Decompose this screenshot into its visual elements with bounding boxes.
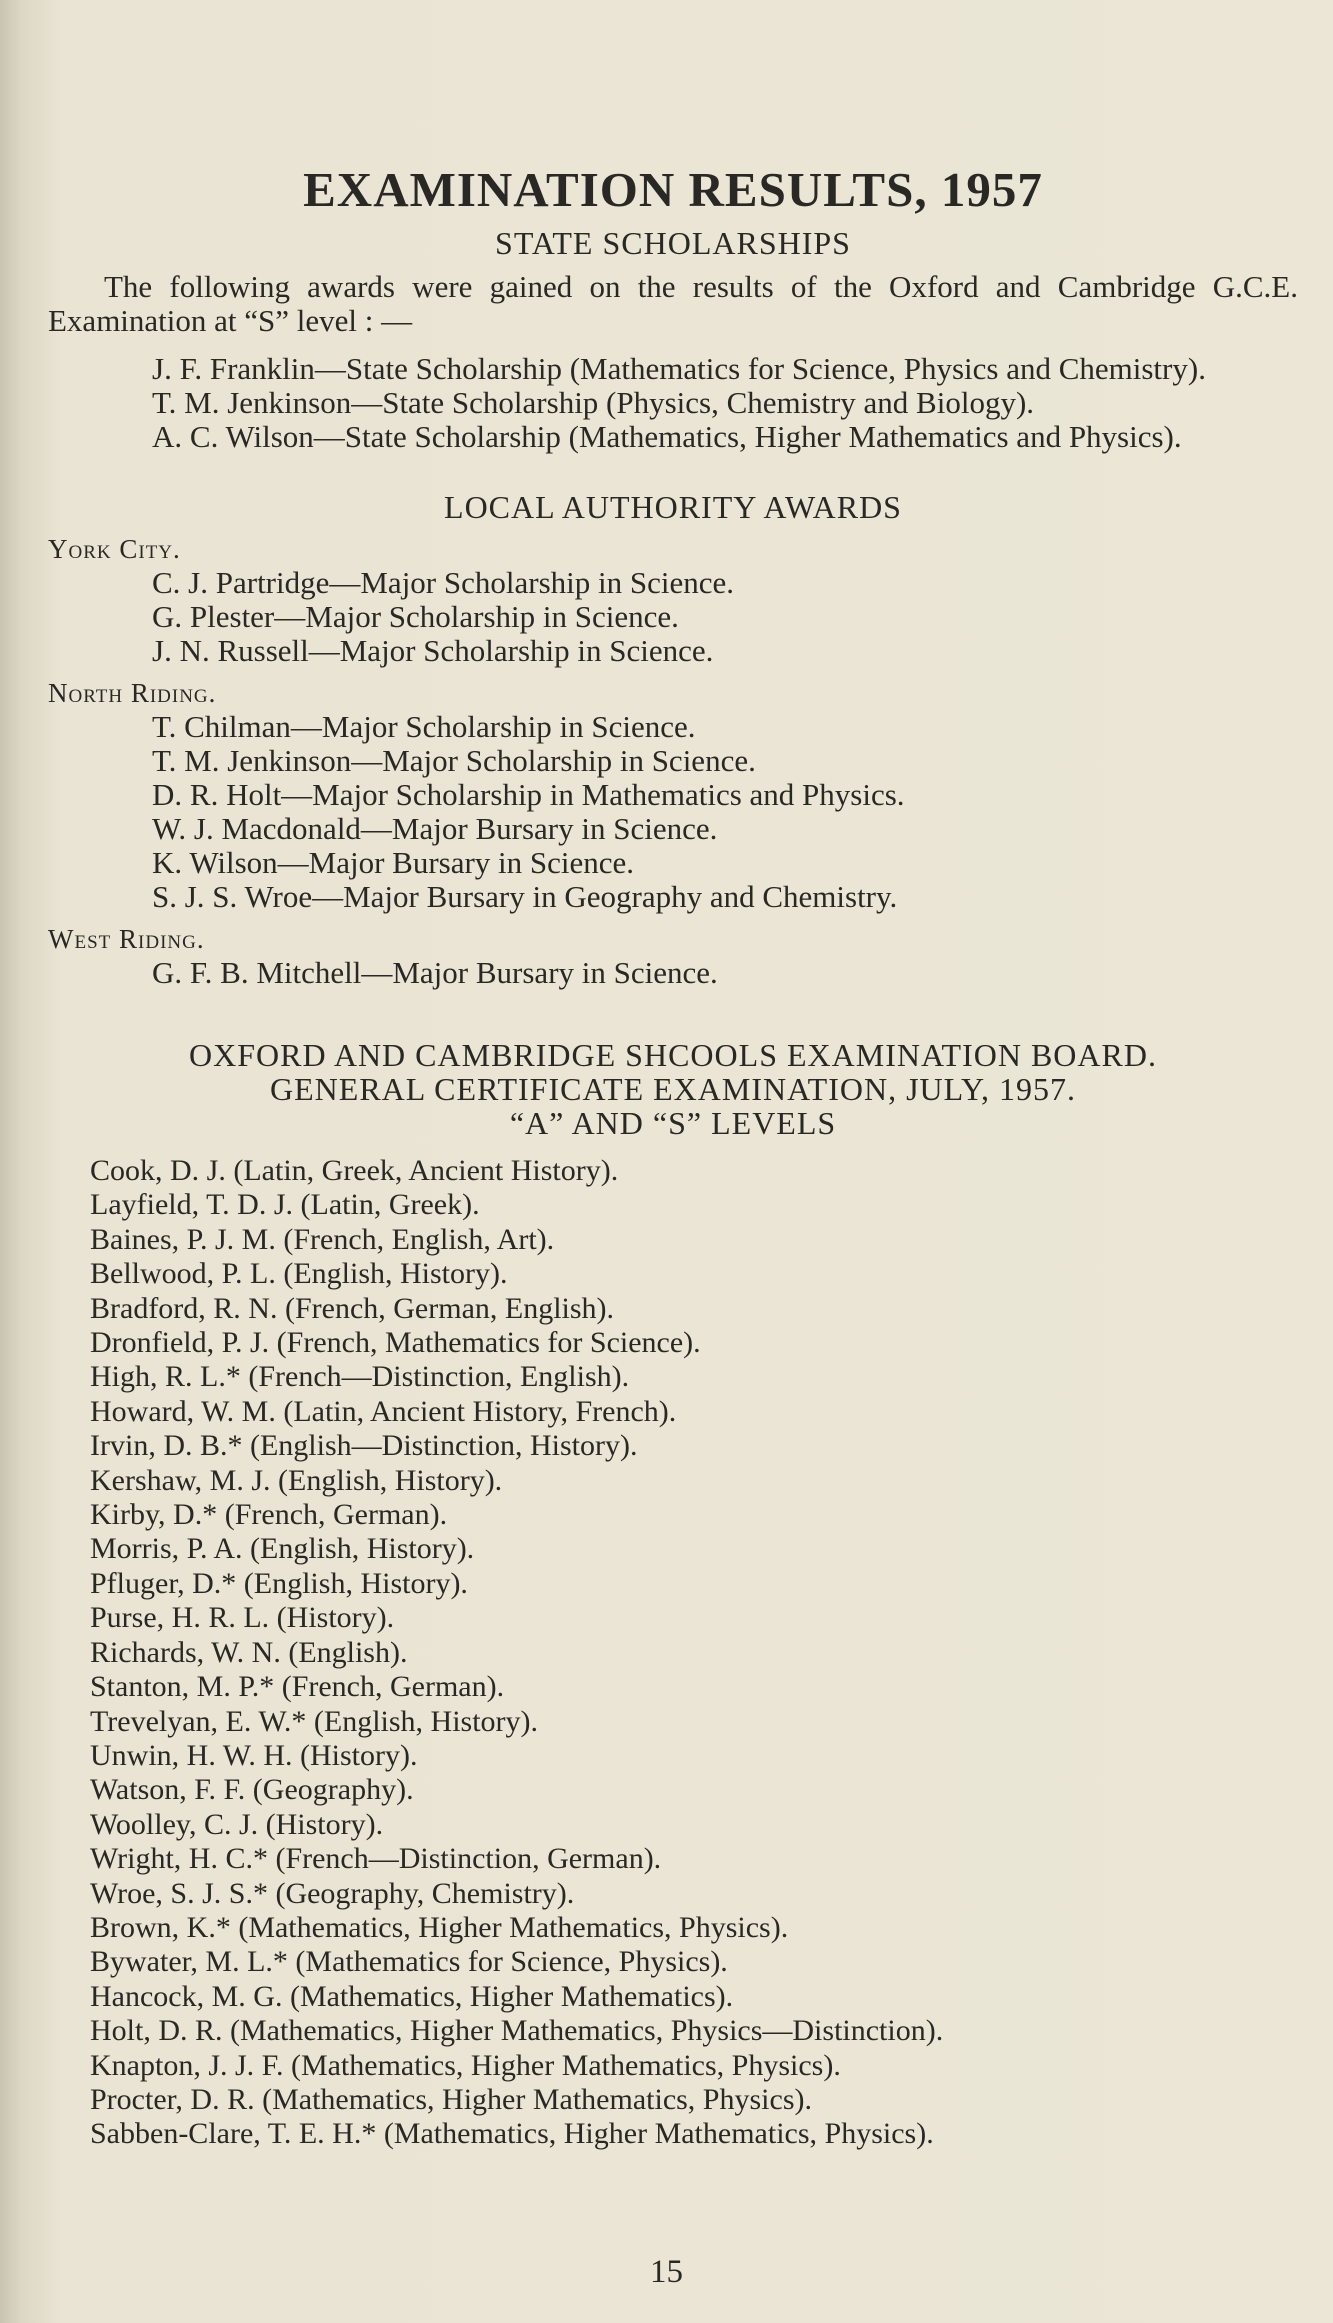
york-city-awards [48, 566, 1298, 668]
board-heading-line2: GENERAL CERTIFICATE EXAMINATION, JULY, 1957. [270, 1071, 1076, 1107]
result-item: Baines, P. J. M. (French, English, Art). [90, 1222, 555, 1256]
result-item: Bradford, R. N. (French, German, English). [90, 1291, 615, 1325]
result-item: Purse, H. R. L. (History). [90, 1601, 395, 1635]
region-north-riding: North Riding. [48, 678, 217, 708]
result-item: High, R. L.* (French—Distinction, English). [90, 1360, 630, 1394]
result-item: Brown, K.* (Mathematics, Higher Mathematics, Physics). [90, 1910, 789, 1944]
result-item: Cook, D. J. (Latin, Greek, Ancient History). [90, 1154, 619, 1187]
state-scholarship-item: T. M. Jenkinson—State Scholarship (Physics, Chemistry and Biology). [152, 385, 1035, 420]
result-item: Hancock, M. G. (Mathematics, Higher Mathematics). [90, 1979, 734, 2013]
result-item: Pfluger, D.* (English, History). [90, 1566, 468, 1600]
result-item: Wroe, S. J. S.* (Geography, Chemistry). [90, 1876, 575, 1910]
result-item: Kershaw, M. J. (English, History). [90, 1463, 503, 1497]
board-heading-line3: “A” AND “S” LEVELS [509, 1105, 837, 1141]
region-york-city: York City. [48, 534, 181, 564]
result-item: Richards, W. N. (English). [90, 1635, 408, 1669]
board-heading-line1: OXFORD AND CAMBRIDGE SHCOOLS EXAMINATION BOARD. [189, 1037, 1157, 1073]
state-scholarships-heading: STATE SCHOLARSHIPS [495, 225, 851, 261]
result-item: Layfield, T. D. J. (Latin, Greek). [90, 1188, 480, 1222]
result-item: Irvin, D. B.* (English—Distinction, History). [90, 1429, 638, 1463]
result-item: Procter, D. R. (Mathematics, Higher Mathematics, Physics). [90, 2082, 812, 2116]
result-item: Stanton, M. P.* (French, German). [90, 1670, 505, 1704]
result-item: Trevelyan, E. W.* (English, History). [90, 1704, 539, 1738]
award-item: D. R. Holt—Major Scholarship in Mathematics and Physics. [152, 777, 905, 812]
state-scholarship-list [48, 352, 1298, 454]
result-item: Morris, P. A. (English, History). [90, 1532, 475, 1566]
page-number: 15 [650, 2254, 683, 2290]
result-item: Kirby, D.* (French, German). [90, 1498, 448, 1532]
page-content [48, 160, 1298, 2152]
state-scholarship-item: J. F. Franklin—State Scholarship (Mathematics for Science, Physics and Chemistry). [152, 351, 1206, 386]
north-riding-awards [48, 710, 1298, 914]
award-item: G. F. B. Mitchell—Major Bursary in Science. [152, 955, 718, 990]
result-item: Bellwood, P. L. (English, History). [90, 1257, 508, 1291]
award-item: G. Plester—Major Scholarship in Science. [152, 599, 679, 634]
local-authority-heading: LOCAL AUTHORITY AWARDS [444, 489, 902, 525]
results-list [48, 1154, 1298, 2152]
state-scholarships-intro: The following awards were gained on the results of the Oxford and Cambridge G.C.E. Examination at “S” level : — [48, 269, 1298, 338]
award-item: J. N. Russell—Major Scholarship in Science. [152, 633, 714, 668]
result-item: Sabben-Clare, T. E. H.* (Mathematics, Higher Mathematics, Physics). [90, 2117, 934, 2151]
result-item: Unwin, H. W. H. (History). [90, 1738, 418, 1772]
state-scholarship-item: A. C. Wilson—State Scholarship (Mathematics, Higher Mathematics and Physics). [152, 419, 1182, 454]
region-west-riding: West Riding. [48, 924, 205, 954]
result-item: Woolley, C. J. (History). [90, 1807, 384, 1841]
award-item: S. J. S. Wroe—Major Bursary in Geography and Chemistry. [152, 879, 898, 914]
award-item: W. J. Macdonald—Major Bursary in Science. [152, 811, 718, 846]
page-title: EXAMINATION RESULTS, 1957 [303, 162, 1043, 217]
result-item: Wright, H. C.* (French—Distinction, German). [90, 1842, 662, 1876]
result-item: Bywater, M. L.* (Mathematics for Science, Physics). [90, 1945, 728, 1979]
result-item: Holt, D. R. (Mathematics, Higher Mathematics, Physics—Distinction). [90, 2014, 944, 2048]
award-item: K. Wilson—Major Bursary in Science. [152, 845, 635, 880]
result-item: Howard, W. M. (Latin, Ancient History, French). [90, 1394, 677, 1428]
award-item: T. M. Jenkinson—Major Scholarship in Science. [152, 743, 756, 778]
result-item: Watson, F. F. (Geography). [90, 1773, 414, 1807]
result-item: Dronfield, P. J. (French, Mathematics for Science). [90, 1326, 701, 1360]
west-riding-awards [48, 956, 1298, 990]
award-item: T. Chilman—Major Scholarship in Science. [152, 709, 696, 744]
result-item: Knapton, J. J. F. (Mathematics, Higher Mathematics, Physics). [90, 2048, 841, 2082]
award-item: C. J. Partridge—Major Scholarship in Science. [152, 565, 735, 600]
